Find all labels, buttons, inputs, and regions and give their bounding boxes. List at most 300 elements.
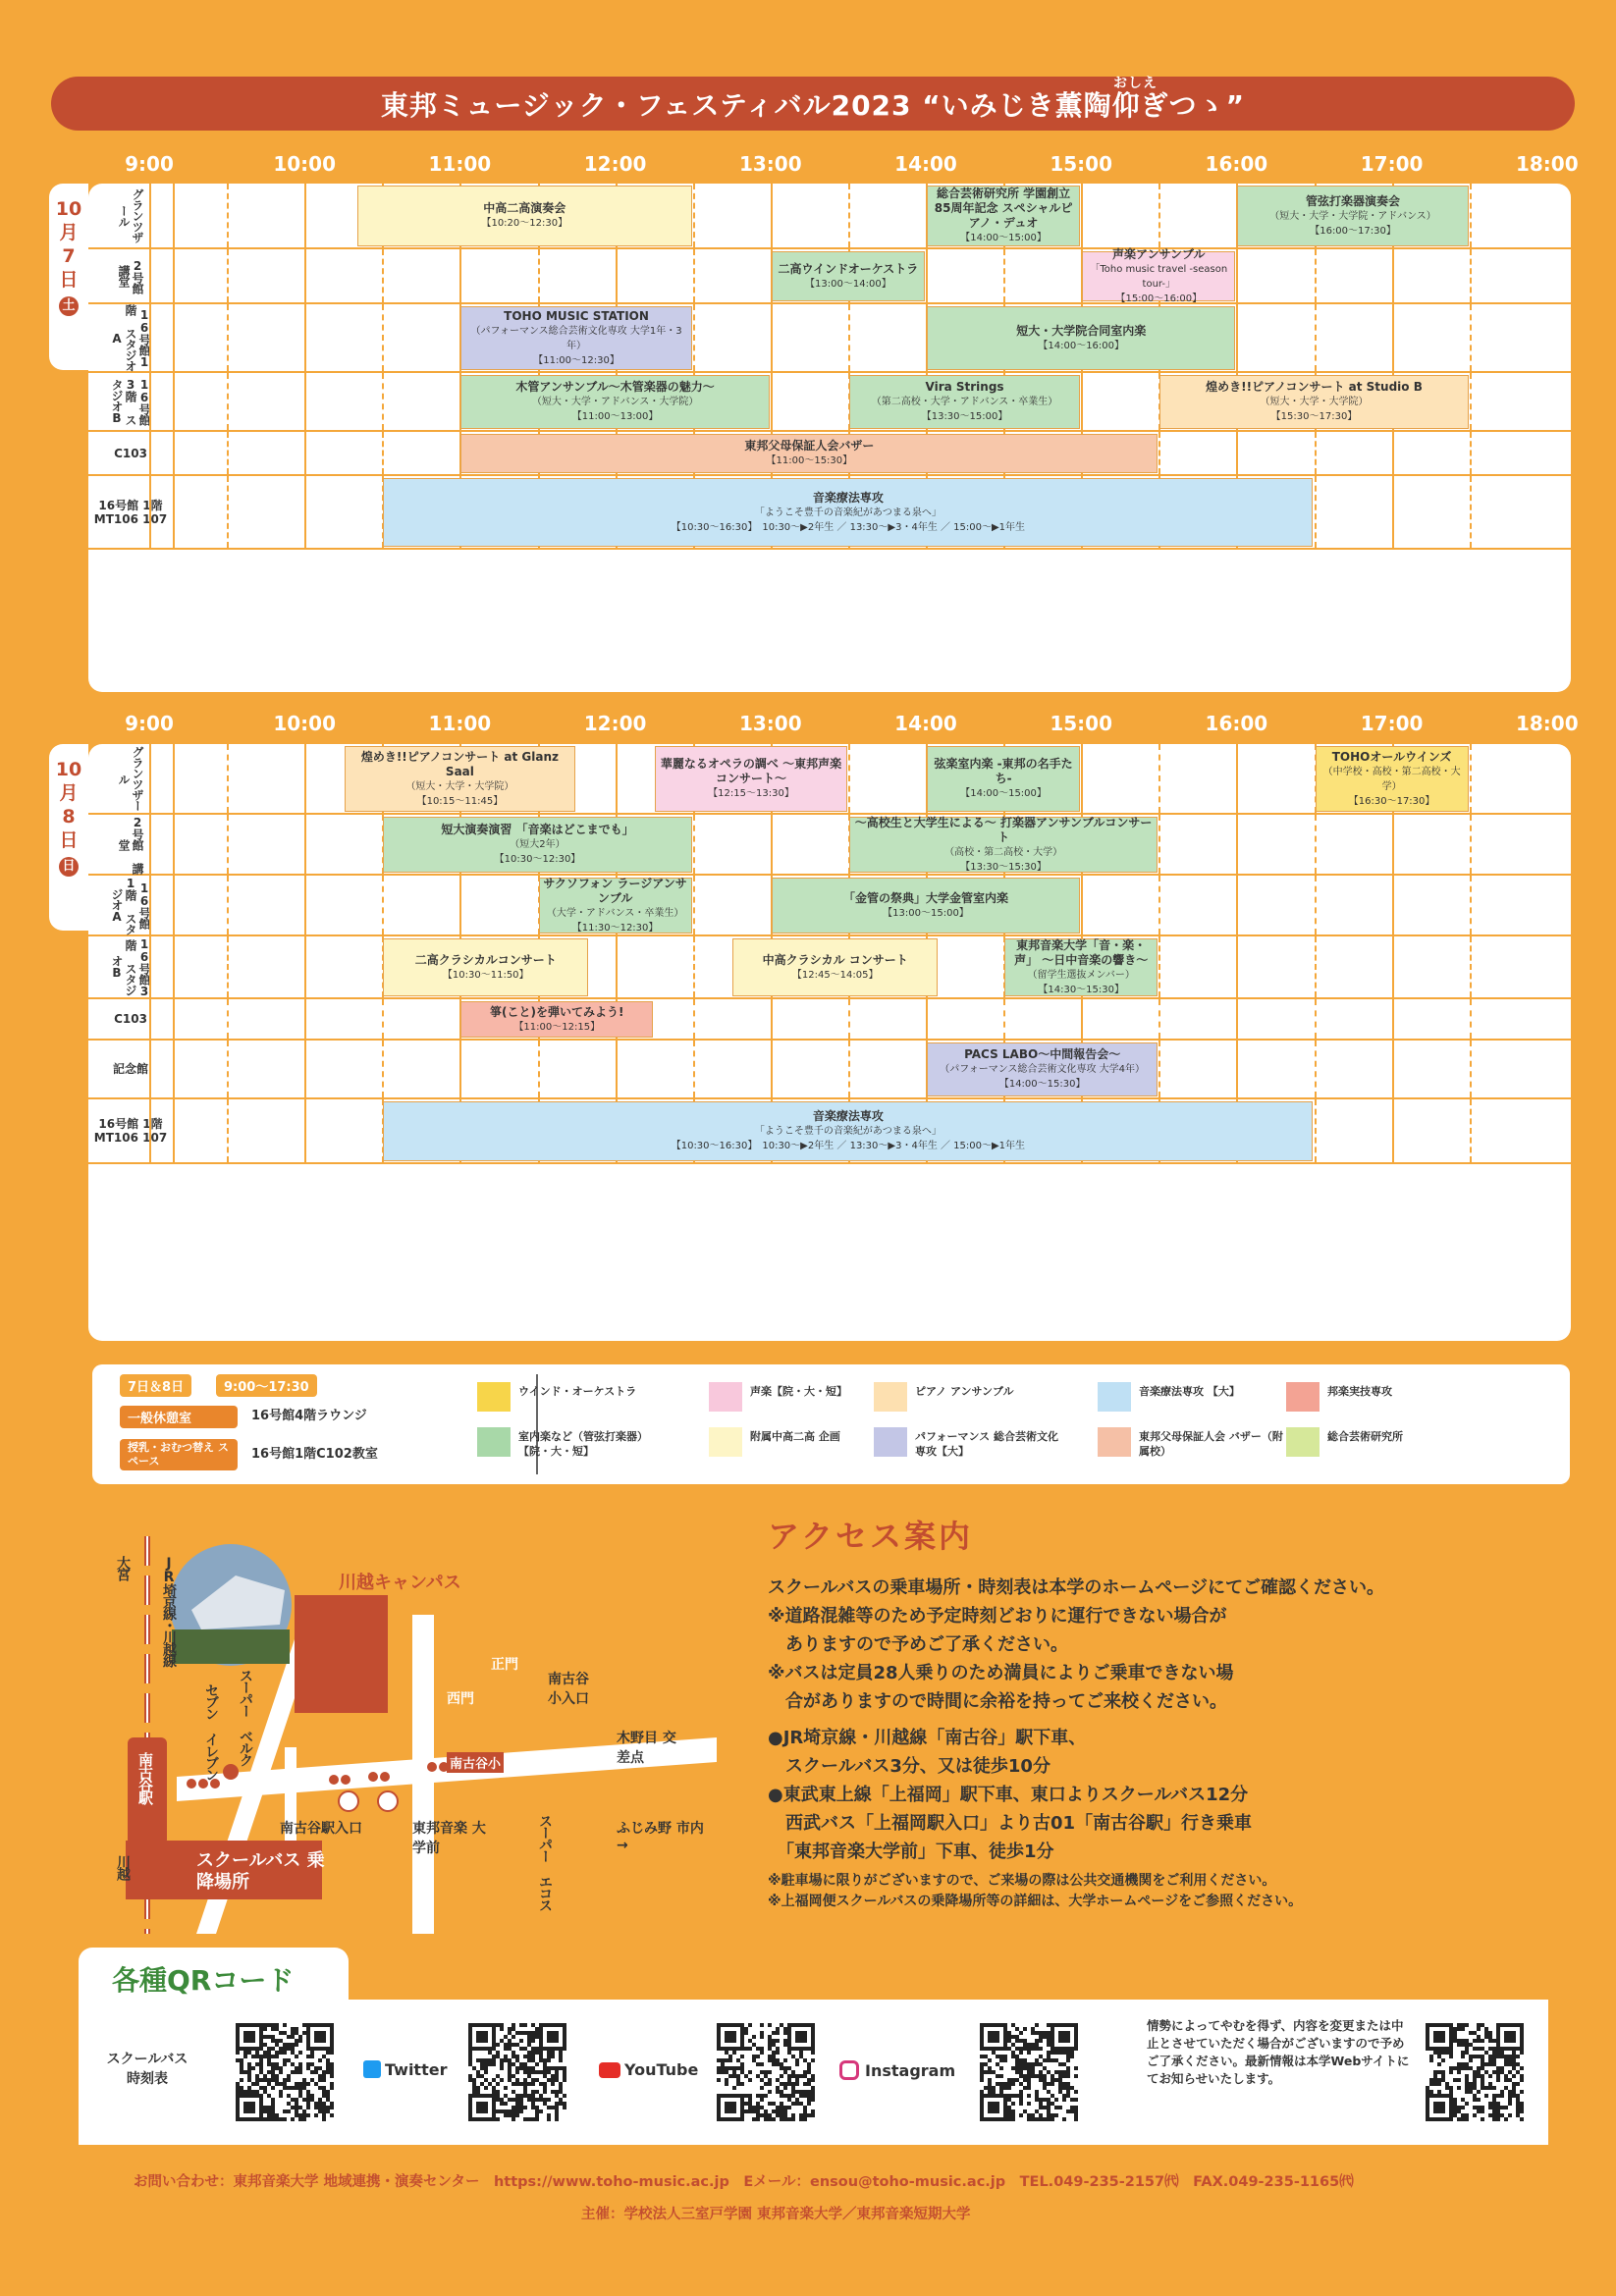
event-title: Vira Strings	[925, 380, 1004, 394]
event-performers: （短大・大学・アドバンス・大学院）	[531, 397, 699, 407]
grid-line	[1236, 876, 1238, 934]
grid-line	[1392, 876, 1394, 934]
grid-line	[382, 373, 384, 430]
legend-swatch	[874, 1427, 907, 1457]
grid-line	[1081, 184, 1083, 247]
access-title: アクセス案内	[768, 1518, 974, 1555]
grid-line	[1470, 1099, 1472, 1162]
legend-label: 邦楽実技専攻	[1327, 1385, 1392, 1398]
map-station-entrance: 南古谷駅入口	[280, 1821, 362, 1837]
grid-line	[538, 249, 540, 302]
grid-line	[538, 1041, 540, 1097]
grid-line	[1470, 184, 1472, 247]
event-block[interactable]	[383, 478, 1313, 547]
grid-line	[693, 876, 695, 934]
legend-swatch	[1286, 1382, 1320, 1412]
grid-line	[459, 876, 461, 934]
schedule-grid-day2	[88, 744, 1571, 1341]
grid-line	[227, 1099, 229, 1162]
legend-label: ウインド・オーケストラ	[518, 1385, 637, 1398]
time-label: 18:00	[1515, 712, 1579, 735]
map-minami-iriguchi: 南古谷 小入口	[548, 1672, 589, 1707]
event-block[interactable]	[460, 306, 691, 370]
event-time: 【14:00～15:00】	[960, 788, 1047, 799]
instagram-link[interactable]	[839, 2060, 955, 2080]
grid-line	[1470, 304, 1472, 371]
access-line: 「東邦音楽大学前」下車、徒歩1分	[768, 1842, 1054, 1862]
event-block[interactable]	[383, 1101, 1313, 1161]
legend-label: 室内楽など（管弦打楽器）【院・大・短】	[518, 1430, 648, 1458]
grid-line	[149, 1041, 151, 1097]
event-block[interactable]	[1316, 746, 1469, 812]
schedule-row	[88, 246, 1571, 304]
legend-swatch	[477, 1427, 511, 1457]
legend-panel	[92, 1364, 1570, 1484]
time-label: 9:00	[125, 712, 174, 735]
time-label: 9:00	[125, 152, 174, 176]
grid-line	[382, 876, 384, 934]
time-label: 15:00	[1050, 712, 1113, 735]
event-time: 【13:30～15:00】	[921, 411, 1008, 422]
grid-line	[149, 184, 151, 247]
grid-line	[1236, 936, 1238, 997]
grid-line	[1470, 1041, 1472, 1097]
grid-line	[227, 249, 229, 302]
grid-line	[1315, 432, 1317, 474]
grid-line	[693, 936, 695, 997]
day1-month-label: 月	[59, 222, 79, 243]
event-block[interactable]	[732, 938, 938, 996]
day1-month: 10	[55, 198, 82, 220]
event-time: 【10:30～16:30】 10:30～▶2年生 ／ 13:30～▶3・4年生 ／ 15:00～▶1年生	[671, 521, 1026, 533]
event-performers: （第二高校・大学・アドバンス・卒業生）	[871, 397, 1058, 407]
legend-nursing-label: 授乳・おむつ替え スペース	[120, 1439, 238, 1470]
legend-nursing-value: 16号館1階C102教室	[251, 1447, 378, 1462]
event-block[interactable]	[927, 306, 1235, 370]
access-line: 合がありますので時間に余裕を持ってご来校ください。	[768, 1691, 1227, 1712]
grid-line	[1470, 249, 1472, 302]
instagram-icon	[839, 2060, 859, 2080]
qr-code-instagram[interactable]	[980, 2023, 1078, 2121]
event-block[interactable]	[1159, 375, 1468, 429]
grid-line	[848, 744, 850, 813]
room-label: グランツザール	[88, 744, 175, 813]
grid-line	[1236, 249, 1238, 302]
legend-label: 音楽療法専攻 【大】	[1139, 1385, 1240, 1398]
event-time: 【16:00～17:30】	[1310, 225, 1396, 237]
map-supermarket-ecos: スーパー エコス	[537, 1814, 553, 1910]
grid-line	[149, 999, 151, 1039]
map-campus: 川越キャンパス	[339, 1573, 461, 1593]
time-label: 17:00	[1360, 712, 1424, 735]
grid-line	[382, 999, 384, 1039]
event-time: 【12:45～14:05】	[791, 969, 879, 981]
event-title: 弦楽室内楽 -東邦の名手たち-	[934, 757, 1073, 785]
time-label: 11:00	[428, 712, 492, 735]
legend-label: 声楽【院・大・短】	[750, 1385, 847, 1398]
event-title: 中高二高演奏会	[483, 201, 566, 215]
time-label: 10:00	[273, 712, 337, 735]
room-label: 16号館 1階 MT106 107	[88, 476, 175, 548]
grid-line	[149, 432, 151, 474]
twitter-icon	[363, 2060, 381, 2078]
qr-code-website[interactable]	[1426, 2023, 1524, 2121]
grid-line	[1158, 999, 1160, 1039]
qr-code-bus[interactable]	[236, 2023, 334, 2121]
event-title: 東邦父母保証人会バザー	[744, 439, 875, 453]
time-label: 13:00	[738, 712, 802, 735]
grid-line	[227, 184, 229, 247]
qr-notice: 情勢によってやむを得ず、内容を変更または中止とさせていただく場合がございますので予めご了承ください。最新情報は本学Webサイトにてお知らせいたします。	[1147, 2018, 1410, 2086]
time-label: 12:00	[583, 152, 647, 176]
grid-line	[1470, 999, 1472, 1039]
grid-line	[149, 936, 151, 997]
event-title: 管弦打楽器演奏会	[1306, 193, 1401, 208]
legend-swatch	[709, 1382, 742, 1412]
grid-line	[227, 999, 229, 1039]
grid-line	[304, 432, 306, 474]
grid-line	[1081, 744, 1083, 813]
grid-line	[1392, 999, 1394, 1039]
event-block[interactable]	[849, 375, 1080, 429]
event-time: 【13:00～15:00】	[883, 907, 969, 919]
grid-line	[771, 999, 773, 1039]
schedule-row	[88, 1099, 1571, 1164]
event-block[interactable]	[849, 817, 1158, 873]
map-elementary: 南古谷小	[447, 1752, 504, 1773]
grid-line	[1315, 876, 1317, 934]
event-title: 煌めき!!ピアノコンサート at Glanz Saal	[360, 749, 559, 778]
event-title: TOHO MUSIC STATION	[504, 308, 649, 323]
grid-line	[227, 476, 229, 548]
event-block[interactable]	[927, 1042, 1158, 1096]
grid-line	[1315, 476, 1317, 548]
grid-line	[1470, 876, 1472, 934]
grid-line	[1315, 1041, 1317, 1097]
event-performers: （短大・大学・大学院・アドバンス）	[1269, 210, 1436, 222]
grid-line	[149, 476, 151, 548]
schedule-row	[88, 744, 1571, 815]
schedule-grid-day1	[88, 184, 1571, 692]
event-block[interactable]	[927, 746, 1080, 812]
event-time: 【13:30～15:30】	[960, 861, 1047, 873]
map-supermarket-belx: スーパー ベルク	[238, 1669, 253, 1765]
event-block[interactable]	[460, 1001, 653, 1038]
event-block[interactable]	[655, 746, 847, 812]
map-kawagoe: 川越	[115, 1855, 131, 1879]
map-west-gate: 西門	[447, 1691, 474, 1707]
time-label: 16:00	[1205, 712, 1268, 735]
grid-line	[1081, 876, 1083, 934]
grid-line	[382, 432, 384, 474]
day1-day: 7	[62, 245, 76, 267]
event-performers: 「ようこそ豊千の音楽紀があつまる泉へ」	[754, 507, 942, 518]
grid-line	[616, 744, 618, 813]
event-time: 【10:20～12:30】	[481, 218, 568, 229]
schedule-row	[88, 373, 1571, 432]
event-title: 箏(こと)を弾いてみよう!	[490, 1004, 624, 1019]
qr-bus-label: スクールバス 時刻表	[106, 2052, 189, 2087]
access-line: ●JR埼京線・川越線「南古谷」駅下車、	[768, 1728, 1087, 1748]
event-performers: （留学生選抜メンバー）	[1027, 969, 1135, 981]
grid-line	[1392, 432, 1394, 474]
grid-line	[304, 249, 306, 302]
map-fujimino: ふじみ野 市内→	[617, 1821, 704, 1853]
grid-line	[693, 249, 695, 302]
grid-line	[1236, 815, 1238, 874]
time-label: 12:00	[583, 712, 647, 735]
event-block[interactable]	[460, 434, 1158, 473]
youtube-label: YouTube	[624, 2060, 699, 2079]
event-block[interactable]	[383, 817, 691, 873]
time-label: 14:00	[894, 712, 957, 735]
qr-panel	[79, 2000, 1548, 2145]
grid-line	[227, 1041, 229, 1097]
room-label: C103	[88, 999, 175, 1039]
grid-line	[304, 999, 306, 1039]
grid-line	[693, 304, 695, 371]
time-label: 11:00	[428, 152, 492, 176]
event-title: 木管アンサンブル～木管楽器の魅力～	[515, 380, 715, 394]
grid-line	[304, 815, 306, 874]
event-title: 「金管の祭典」大学金管室内楽	[842, 890, 1008, 905]
qr-code-twitter[interactable]	[468, 2023, 566, 2121]
grid-line	[1003, 249, 1005, 302]
legend-dates: 7日＆8日	[120, 1374, 191, 1397]
festival-title-banner	[51, 77, 1575, 131]
event-block[interactable]	[1082, 246, 1235, 304]
event-performers: （パフォーマンス総合芸術文化専攻 大学1年・3年）	[470, 325, 682, 351]
event-performers: （短大・大学・大学院）	[405, 780, 514, 792]
grid-line	[149, 1099, 151, 1162]
grid-line	[1236, 432, 1238, 474]
footer-contact: お問い合わせ：東邦音楽大学 地域連携・演奏センター https://www.toho-music.ac.jp Eメール：ensou@toho-music.ac.jp TEL.049-235-2157㈹ FAX.049-235-1165㈹	[134, 2174, 1354, 2190]
day1-day-label: 日	[59, 269, 79, 291]
legend-swatch	[1286, 1427, 1320, 1457]
event-time: 【14:30～15:30】	[1038, 984, 1124, 995]
grid-line	[848, 999, 850, 1039]
grid-line	[1236, 999, 1238, 1039]
grid-line	[1158, 815, 1160, 874]
event-block[interactable]	[772, 878, 1080, 934]
event-performers: （短大2年）	[510, 839, 566, 850]
event-performers: （大学・アドバンス・卒業生）	[546, 907, 684, 919]
legend-swatch	[874, 1382, 907, 1412]
room-label: 16号館3階 スタジオB	[88, 936, 175, 997]
grid-line	[1315, 999, 1317, 1039]
day1-weekday: 土	[59, 296, 79, 316]
grid-line	[227, 373, 229, 430]
event-title: 華麗なるオペラの調べ ～東邦声楽コンサート～	[660, 757, 842, 785]
twitter-label: Twitter	[385, 2060, 448, 2079]
event-block[interactable]	[539, 878, 692, 934]
event-performers: 「Toho music travel -season tour-」	[1090, 263, 1228, 290]
grid-line	[1470, 936, 1472, 997]
grid-line	[771, 304, 773, 371]
grid-line	[616, 249, 618, 302]
event-time: 【11:00～13:00】	[571, 411, 659, 422]
event-time: 【11:00～12:15】	[513, 1021, 601, 1033]
event-title: 二高ウインドオーケストラ	[778, 261, 919, 276]
grid-line	[616, 1041, 618, 1097]
event-block[interactable]	[345, 746, 575, 812]
access-line: スクールバスの乗車場所・時刻表は本学のホームページにてご確認ください。	[768, 1577, 1385, 1598]
grid-line	[459, 249, 461, 302]
grid-line	[227, 815, 229, 874]
grid-line	[304, 304, 306, 371]
grid-line	[1003, 999, 1005, 1039]
grid-line	[1158, 936, 1160, 997]
day2-day-label: 日	[59, 829, 79, 851]
event-block[interactable]	[772, 251, 925, 301]
map-omiya: 大宮	[115, 1556, 131, 1579]
map-kinome: 木野目 交差点	[617, 1731, 676, 1766]
event-title: 中高クラシカル コンサート	[762, 952, 908, 967]
event-block[interactable]	[1004, 938, 1158, 996]
grid-line	[149, 744, 151, 813]
twitter-link[interactable]	[363, 2060, 447, 2079]
youtube-icon	[599, 2062, 620, 2078]
grid-line	[149, 304, 151, 371]
grid-line	[1392, 1041, 1394, 1097]
legend-label: 附属中高二高 企画	[750, 1430, 840, 1443]
grid-line	[382, 1041, 384, 1097]
access-line: ありますので予めご了承ください。	[768, 1634, 1068, 1655]
grid-line	[771, 815, 773, 874]
event-block[interactable]	[383, 938, 588, 996]
time-label: 18:00	[1515, 152, 1579, 176]
youtube-link[interactable]	[599, 2060, 698, 2079]
legend-label: ピアノ アンサンブル	[915, 1385, 1014, 1398]
time-label: 14:00	[894, 152, 957, 176]
grid-line	[149, 373, 151, 430]
event-performers: （中学校・高校・第二高校・大学）	[1322, 766, 1461, 792]
day2-weekday: 日	[59, 857, 79, 877]
room-label: 2号館 講堂	[88, 249, 175, 302]
grid-line	[771, 1041, 773, 1097]
grid-line	[1315, 936, 1317, 997]
event-block[interactable]	[460, 375, 769, 429]
time-label: 17:00	[1360, 152, 1424, 176]
legend-label: 東邦父母保証人会 バザー（附属校）	[1139, 1430, 1283, 1458]
day2-month-label: 月	[59, 782, 79, 804]
room-label: 16号館1階 スタジオA	[88, 876, 175, 934]
event-time: 【10:30～11:50】	[442, 969, 529, 981]
grid-line	[304, 476, 306, 548]
schedule-row	[88, 936, 1571, 999]
grid-line	[848, 1041, 850, 1097]
schedule-row	[88, 999, 1571, 1041]
access-line: ※バスは定員28人乗りのため満員によりご乗車できない場	[768, 1663, 1234, 1683]
access-line: ●東武東上線「上福岡」駅下車、東口よりスクールバス12分	[768, 1785, 1249, 1805]
grid-line	[926, 999, 928, 1039]
grid-line	[1392, 304, 1394, 371]
day1-tab	[49, 184, 88, 370]
event-time: 【10:30～16:30】 10:30～▶2年生 ／ 13:30～▶3・4年生 ／ 15:00～▶1年生	[671, 1141, 1026, 1151]
schedule-row	[88, 304, 1571, 373]
schedule-row	[88, 432, 1571, 476]
map-main-gate: 正門	[491, 1657, 518, 1673]
event-block[interactable]	[357, 186, 692, 246]
event-time: 【15:30～17:30】	[1270, 411, 1358, 422]
grid-line	[1392, 936, 1394, 997]
event-performers: （パフォーマンス総合芸術文化専攻 大学4年）	[940, 1064, 1146, 1075]
legend-rest-label: 一般休憩室	[120, 1406, 238, 1428]
event-performers: 「ようこそ豊千の音楽紀があつまる泉へ」	[754, 1126, 942, 1137]
map-daigakumae: 東邦音楽 大学前	[412, 1821, 486, 1856]
grid-line	[1470, 432, 1472, 474]
event-time: 【10:15～11:45】	[416, 795, 504, 807]
access-line: ※道路混雑等のため予定時刻どおりに運行できない場合が	[768, 1606, 1227, 1627]
grid-line	[227, 744, 229, 813]
legend-swatch	[709, 1427, 742, 1457]
grid-line	[926, 249, 928, 302]
time-label: 13:00	[738, 152, 802, 176]
grid-line	[1470, 373, 1472, 430]
time-label: 15:00	[1050, 152, 1113, 176]
grid-line	[693, 184, 695, 247]
schedule-row	[88, 1041, 1571, 1099]
room-label: 記念館	[88, 1041, 175, 1097]
event-time: 【14:00～15:30】	[998, 1079, 1086, 1090]
day2-tab	[49, 744, 88, 931]
schedule-row	[88, 815, 1571, 876]
event-title: 音楽療法専攻	[812, 1109, 884, 1123]
grid-line	[227, 876, 229, 934]
event-block[interactable]	[1237, 186, 1468, 246]
legend-label: 総合芸術研究所	[1327, 1430, 1403, 1443]
legend-label: パフォーマンス 総合芸術文化専攻【大】	[915, 1430, 1058, 1458]
room-label: グランツザール	[88, 184, 175, 247]
grid-line	[616, 936, 618, 997]
time-label: 10:00	[273, 152, 337, 176]
room-label: 16号館 1階 MT106 107	[88, 1099, 175, 1162]
qr-section-title: 各種QRコード	[79, 1948, 349, 2004]
grid-line	[1081, 373, 1083, 430]
grid-line	[1236, 744, 1238, 813]
festival-title: 東邦ミュージック・フェスティバル2023 “いみじき薫陶仰ぎつゝ”	[380, 88, 1246, 122]
grid-line	[459, 1041, 461, 1097]
grid-line	[1158, 744, 1160, 813]
time-label: 16:00	[1205, 152, 1268, 176]
grid-line	[1392, 249, 1394, 302]
event-performers: （高校・第二高校・大学）	[944, 846, 1063, 858]
event-title: 短大・大学院合同室内楽	[1016, 323, 1147, 338]
access-note: ※上福岡便スクールバスの乗降場所等の詳細は、大学ホームページをご参照ください。	[768, 1894, 1303, 1909]
event-title: 東邦音楽大学「音・楽・声」 ～日中音楽の響き～	[1014, 937, 1149, 967]
qr-code-youtube[interactable]	[717, 2023, 815, 2121]
grid-line	[1470, 815, 1472, 874]
map-jr-line: JR埼京線・川越線	[161, 1556, 177, 1666]
event-title: サクソフォン ラージアンサンブル	[543, 876, 687, 905]
legend-swatch	[1098, 1427, 1131, 1457]
grid-line	[149, 815, 151, 874]
event-performers: （短大・大学・大学院）	[1260, 397, 1369, 407]
access-note: ※駐車場に限りがございますので、ご来場の際は公共交通機関をご利用ください。	[768, 1873, 1276, 1889]
grid-line	[227, 432, 229, 474]
time-header-day1	[0, 152, 1616, 182]
map-busstop: スクールバス 乗降場所	[196, 1850, 325, 1893]
event-block[interactable]	[927, 186, 1080, 246]
grid-line	[304, 744, 306, 813]
grid-line	[149, 876, 151, 934]
time-header-day2	[0, 712, 1616, 741]
grid-line	[1158, 184, 1160, 247]
event-title: PACS LABO～中間報告会～	[964, 1047, 1121, 1061]
room-label: 16号館3階 スタジオB	[88, 373, 175, 430]
schedule-row	[88, 184, 1571, 249]
grid-line	[304, 1099, 306, 1162]
